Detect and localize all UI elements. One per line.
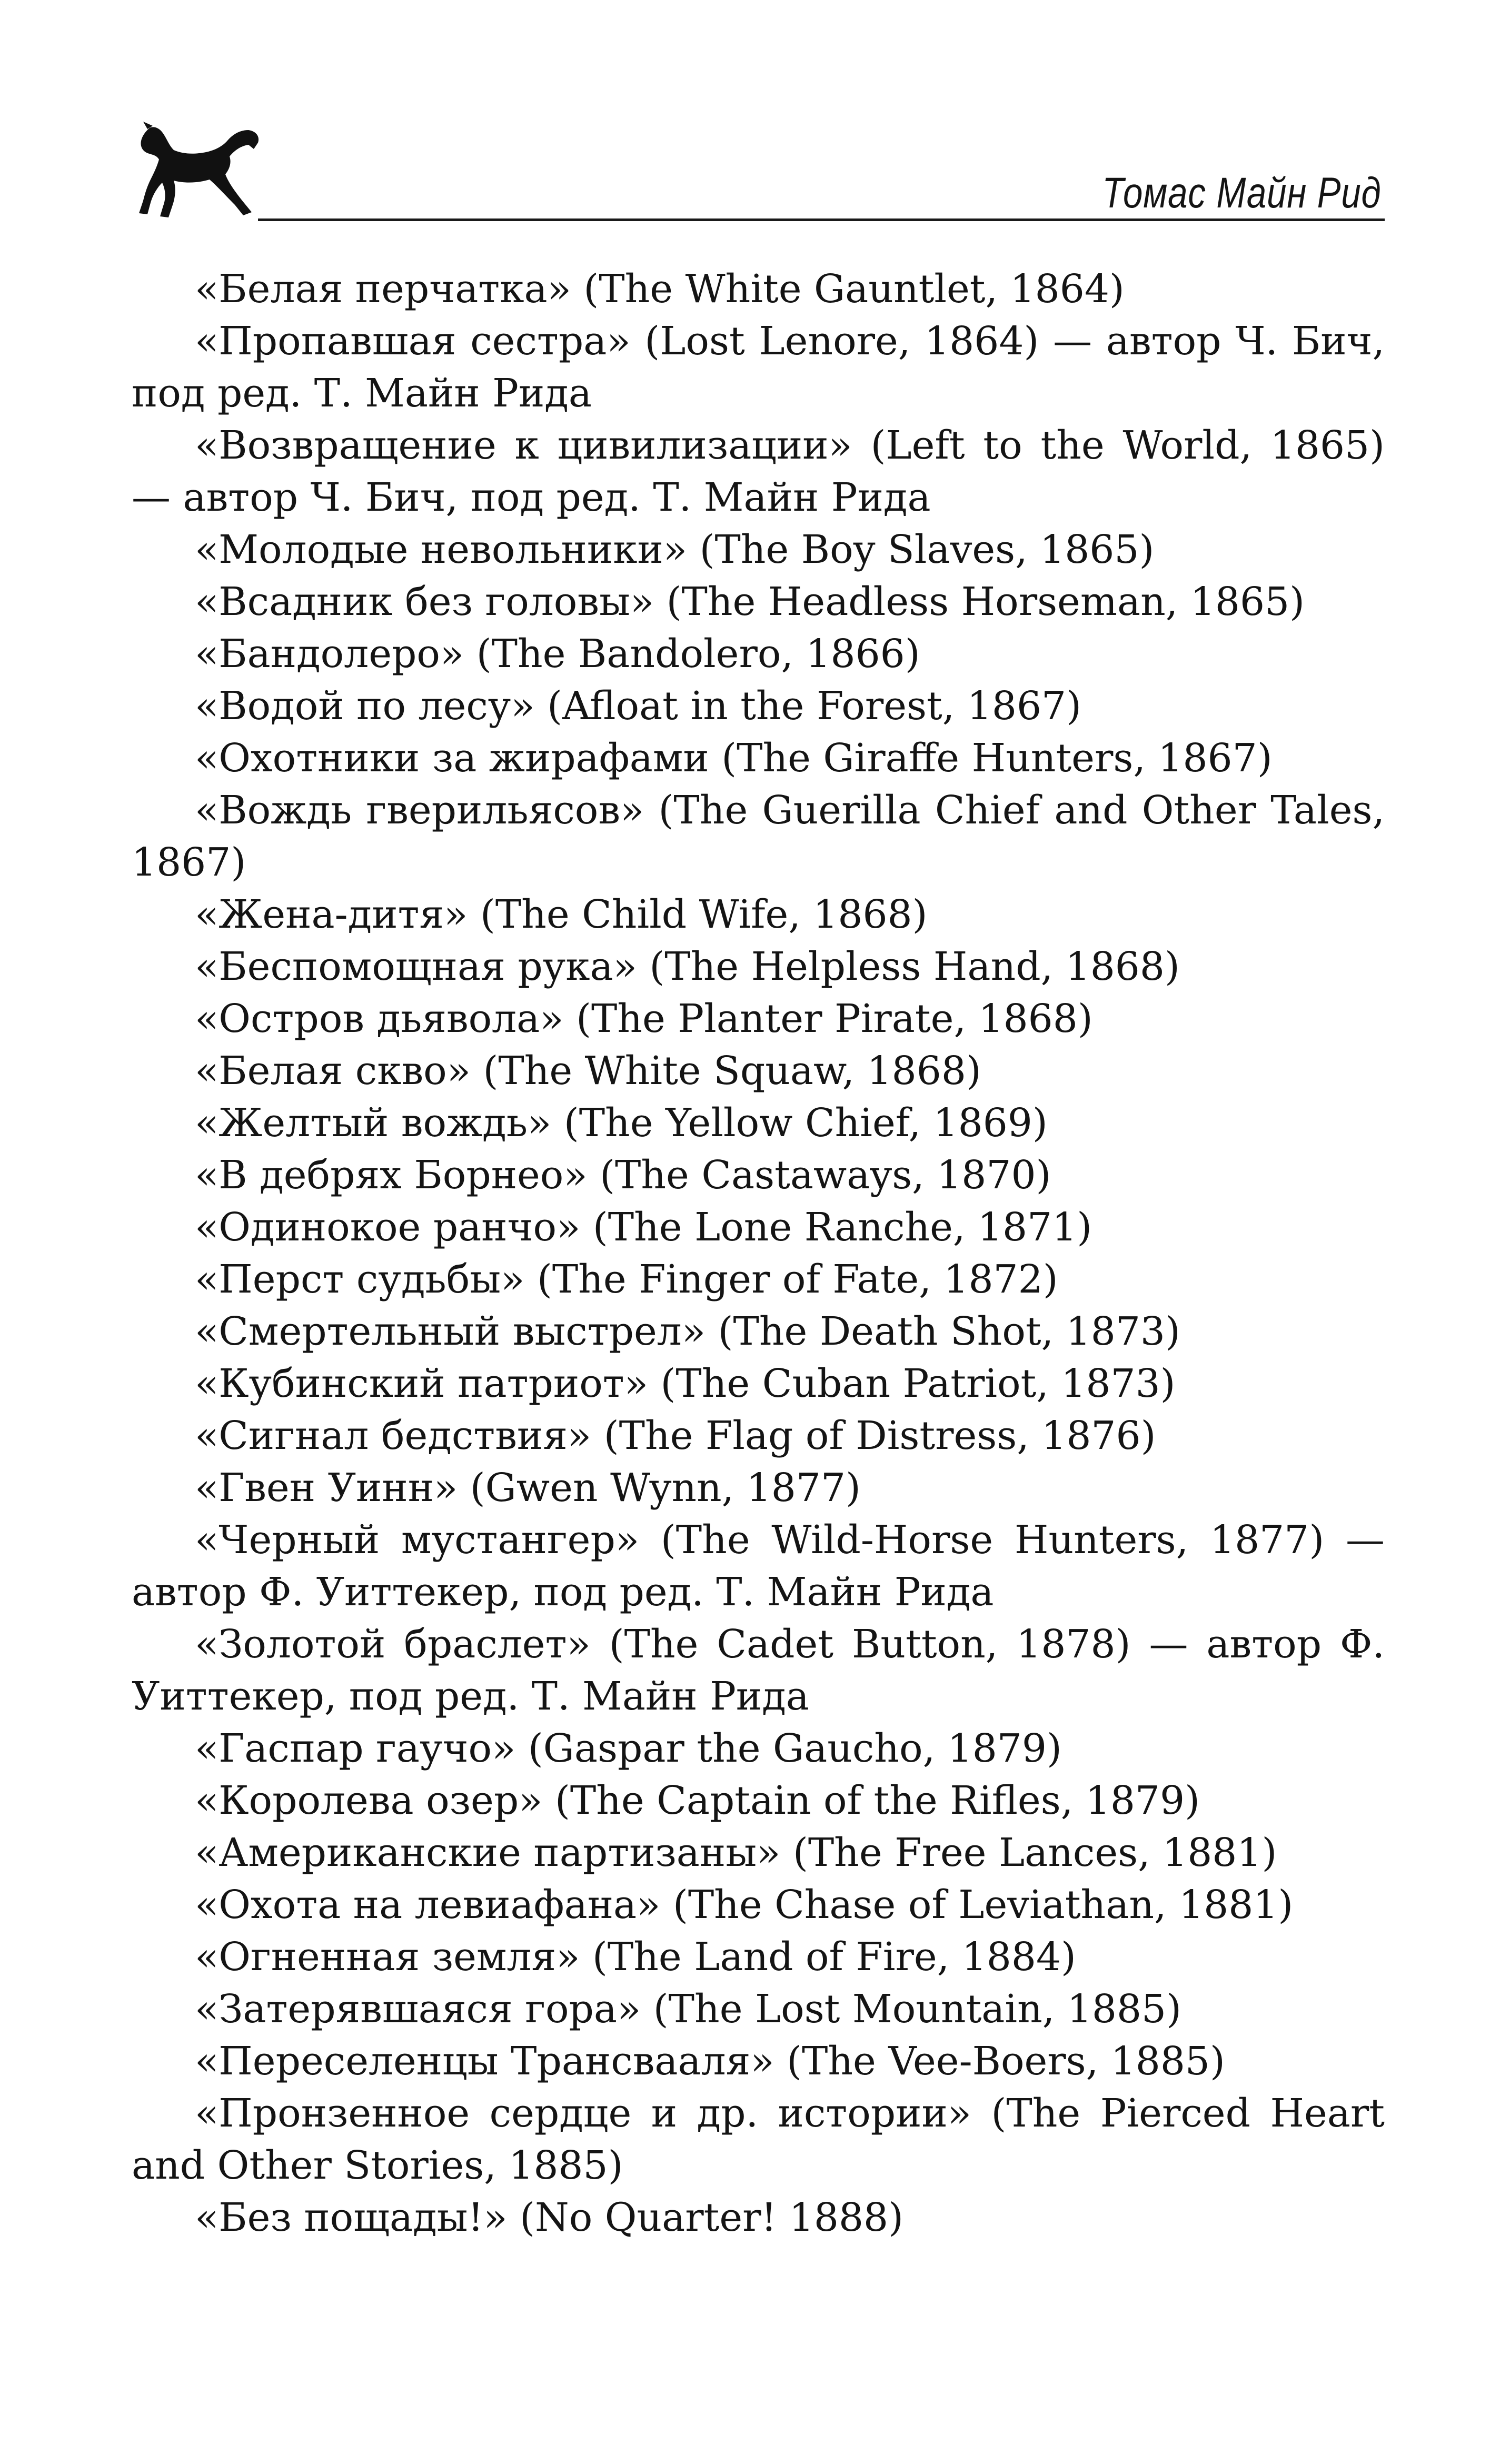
list-item: «Охотники за жирафами (The Giraffe Hunters, 1867): [195, 736, 1273, 781]
list-item: «Беспомощная рука» (The Helpless Hand, 1868): [195, 944, 1180, 989]
list-item: «Перст судьбы» (The Finger of Fate, 1872): [195, 1257, 1058, 1302]
list-item: «Возвращение к цивилизации» (Left to the World, 1865) — автор Ч. Бич, под ред. Т. Майн Рида: [132, 423, 1385, 520]
list-item: «Американские партизаны» (The Free Lances, 1881): [195, 1830, 1277, 1875]
page-header: [132, 118, 1385, 224]
list-item: «Пронзенное сердце и др. истории» (The Pierced Heart and Other Stories, 1885): [132, 2091, 1385, 2188]
list-item: «Смертельный выстрел» (The Death Shot, 1873): [195, 1309, 1180, 1354]
bibliography-list: [132, 263, 1385, 2244]
list-item: «Молодые невольники» (The Boy Slaves, 1865): [195, 527, 1155, 572]
list-item: «Черный мустангер» (The Wild-Horse Hunters, 1877) — автор Ф. Уиттекер, под ред. Т. Майн Рида: [132, 1517, 1385, 1615]
horse-icon: [132, 118, 263, 224]
list-item: «Всадник без головы» (The Headless Horseman, 1865): [195, 579, 1305, 624]
list-item: «Затерявшаяся гора» (The Lost Mountain, 1885): [195, 1986, 1181, 2032]
list-item: «Белая перчатка» (The White Gauntlet, 1864): [195, 266, 1125, 312]
header-rule: [258, 218, 1385, 221]
list-item: «Гаспар гаучо» (Gaspar the Gaucho, 1879): [195, 1726, 1062, 1771]
list-item: «Вождь гверильясов» (The Guerilla Chief and Other Tales, 1867): [132, 788, 1385, 885]
list-item: «Золотой браслет» (The Cadet Button, 1878) — автор Ф. Уиттекер, под ред. Т. Майн Рида: [132, 1622, 1385, 1719]
list-item: «Водой по лесу» (Afloat in the Forest, 1867): [195, 683, 1081, 729]
list-item: «Белая скво» (The White Squaw, 1868): [195, 1048, 981, 1094]
list-item: «Сигнал бедствия» (The Flag of Distress, 1876): [195, 1413, 1156, 1458]
list-item: «Гвен Уинн» (Gwen Wynn, 1877): [195, 1465, 861, 1511]
list-item: «Желтый вождь» (The Yellow Chief, 1869): [195, 1100, 1048, 1146]
list-item: «Бандолеро» (The Bandolero, 1866): [195, 631, 920, 677]
list-item: «В дебрях Борнео» (The Castaways, 1870): [195, 1152, 1051, 1198]
list-item: «Без пощады!» (No Quarter! 1888): [195, 2195, 903, 2240]
list-item: «Одинокое ранчо» (The Lone Ranche, 1871): [195, 1205, 1092, 1250]
list-item: «Огненная земля» (The Land of Fire, 1884): [195, 1934, 1076, 1980]
running-head: Томас Майн Рид: [1102, 169, 1382, 217]
list-item: «Королева озер» (The Captain of the Rifles, 1879): [195, 1778, 1200, 1823]
list-item: «Пропавшая сестра» (Lost Lenore, 1864) — автор Ч. Бич, под ред. Т. Майн Рида: [132, 319, 1385, 416]
list-item: «Охота на левиафана» (The Chase of Leviathan, 1881): [195, 1882, 1294, 1928]
list-item: «Остров дьявола» (The Planter Pirate, 1868): [195, 996, 1093, 1041]
list-item: «Переселенцы Трансвааля» (The Vee-Boers, 1885): [195, 2039, 1225, 2084]
list-item: «Жена-дитя» (The Child Wife, 1868): [195, 892, 928, 937]
list-item: «Кубинский патриот» (The Cuban Patriot, 1873): [195, 1361, 1176, 1406]
